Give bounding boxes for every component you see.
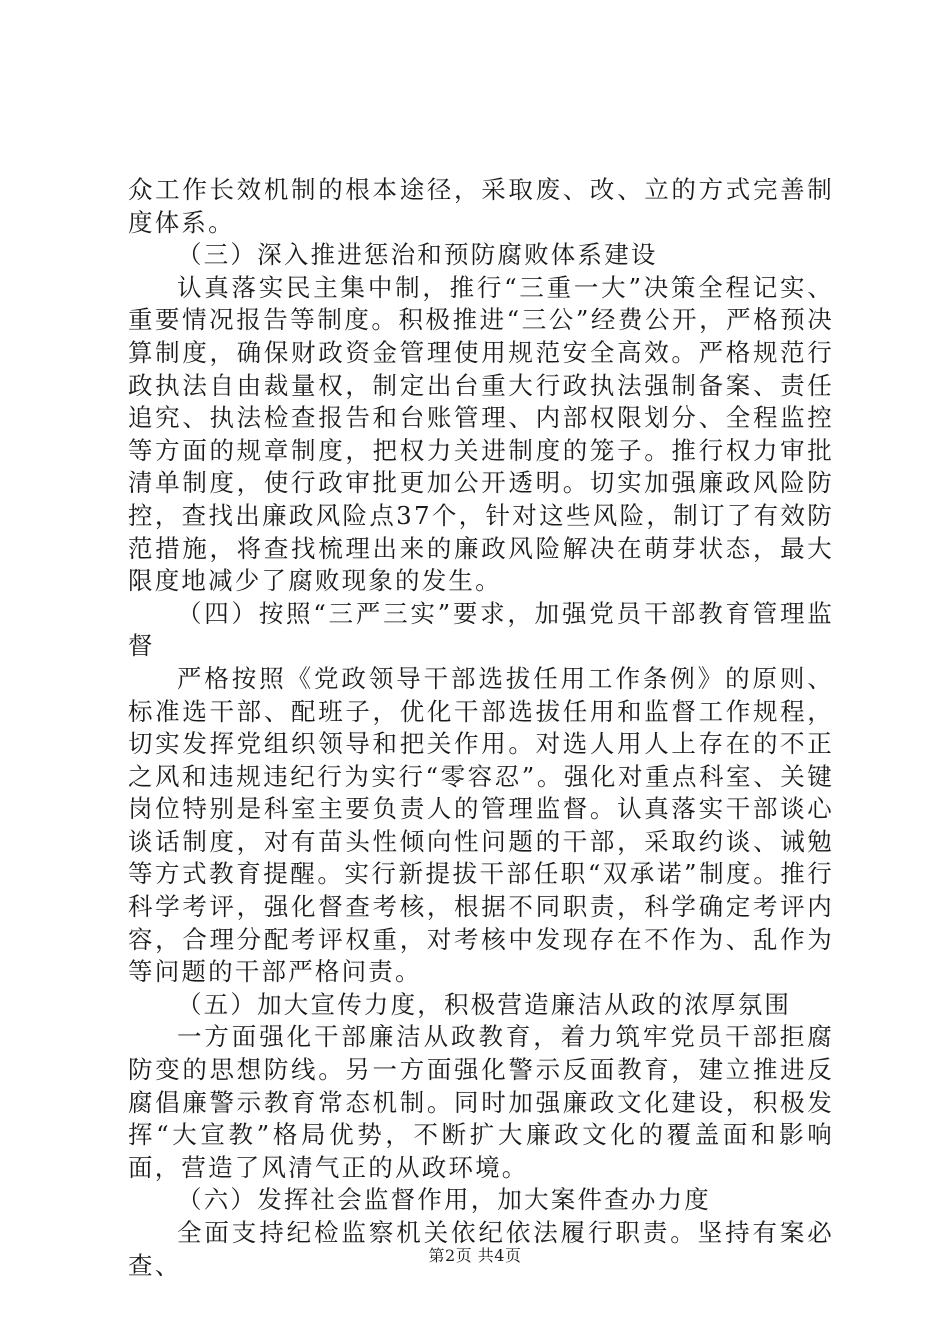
section-heading-4: （四）按照“三严三实”要求，加强党员干部教育管理监督 [128, 598, 834, 661]
document-body [128, 174, 834, 1282]
paragraph-cadre-supervision: 严格按照《党政领导干部选拔任用工作条例》的原则、标准选干部、配班子，优化干部选拔任用和监督工作规程，切实发挥党组织领导和把关作用。对选人用人上存在的不正之风和违规违纪行为实行“零容忍”。强化对重点科室、关键岗位特别是科室主要负责人的管理监督。认真落实干部谈心谈话制度，对有苗头性倾向性问题的干部，采取约谈、诫勉等方式教育提醒。实行新提拔干部任职“双承诺”制度。推行科学考评，强化督查考核，根据不同职责，科学确定考评内容，合理分配考评权重，对考核中发现存在不作为、乱作为等问题的干部严格问责。 [128, 663, 834, 987]
paragraph-case-handling: 全面支持纪检监察机关依纪依法履行职责。坚持有案必查、 [128, 1218, 834, 1280]
paragraph-anticorruption: 认真落实民主集中制，推行“三重一大”决策全程记实、重要情况报告等制度。积极推进“三公”经费公开，严格预决算制度，确保财政资金管理使用规范安全高效。严格规范行政执法自由裁量权，制定出台重大行政执法强制备案、责任追究、执法检查报告和台账管理、内部权限划分、全程监控等方面的规章制度，把权力关进制度的笼子。推行权力审批清单制度，使行政审批更加公开透明。切实加强廉政风险防控，查找出廉政风险点37个，针对这些风险，制订了有效防范措施，将查找梳理出来的廉政风险解决在萌芽状态，最大限度地减少了腐败现象的发生。 [128, 272, 834, 596]
paragraph-publicity: 一方面强化干部廉洁从政教育，着力筑牢党员干部拒腐防变的思想防线。另一方面强化警示反面教育，建立推进反腐倡廉警示教育常态机制。同时加强廉政文化建设，积极发挥“大宣教”格局优势，不断扩大廉政文化的覆盖面和影响面，营造了风清气正的从政环境。 [128, 1022, 834, 1182]
section-heading-3: （三）深入推进惩治和预防腐败体系建设 [177, 240, 658, 270]
section-heading-5: （五）加大宣传力度，积极营造廉洁从政的浓厚氛围 [177, 989, 792, 1019]
paragraph-continuation: 众工作长效机制的根本途径，采取废、改、立的方式完善制度体系。 [128, 175, 834, 237]
page-number-footer: 第2页 共4页 [428, 1246, 522, 1265]
section-heading-6: （六）发挥社会监督作用，加大案件查办力度 [177, 1185, 711, 1215]
